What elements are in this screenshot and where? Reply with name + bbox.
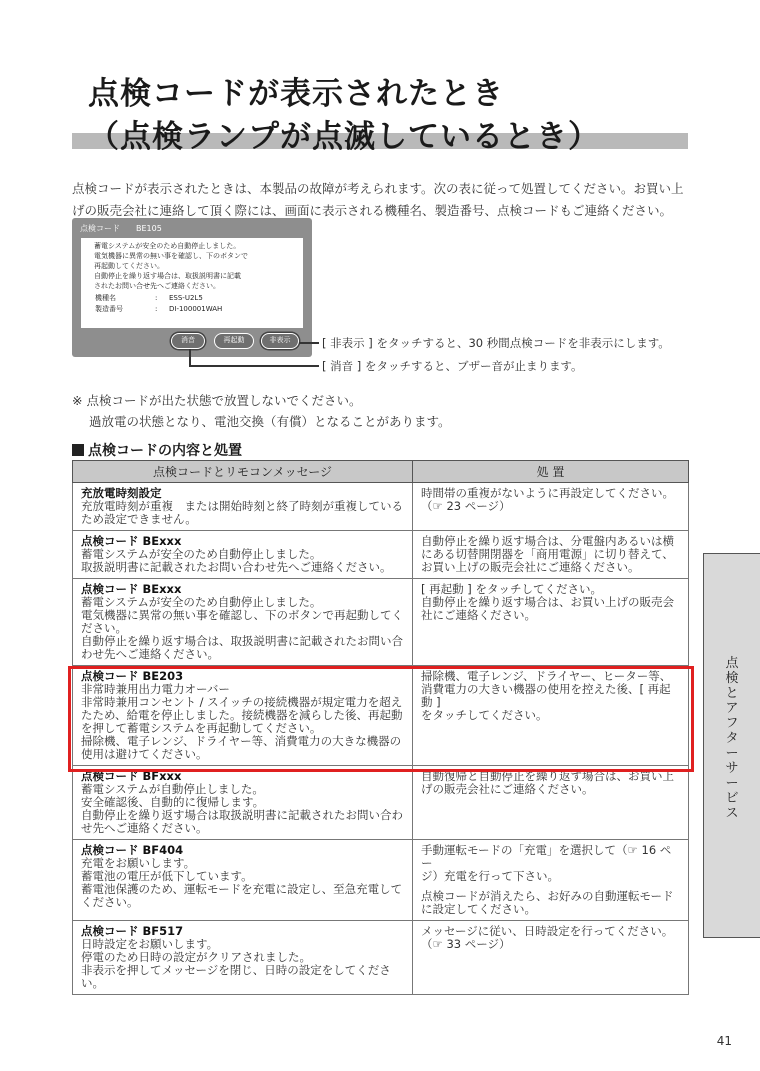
screen-message-line: 蓄電システムが安全のため自動停止しました。 [94, 242, 241, 250]
action-line: メッセージに従い、日時設定を行ってください。 [421, 924, 674, 938]
remote-screen-illustration [72, 218, 312, 357]
page-number: 41 [716, 1034, 732, 1048]
callout-hide: [ 非表示 ] をタッチすると、30 秒間点検コードを非表示にします。 [322, 336, 670, 350]
action-line: 点検コードが消えたら、お好みの自動運転モード [421, 889, 674, 903]
side-tab-label: 点検とアフターサービス [725, 656, 739, 821]
message-line: 使用は避けてください。 [81, 747, 208, 761]
code-title: 点検コード BExxx [81, 534, 182, 548]
message-line: ださい。 [81, 621, 127, 635]
callout-mute: [ 消音 ] をタッチすると、ブザー音が止まります。 [322, 359, 583, 373]
screen-code: BE105 [136, 224, 162, 233]
section-heading-text: 点検コードの内容と処置 [88, 443, 242, 459]
message-line: わせ先へご連絡ください。 [81, 647, 219, 661]
action-line: 消費電力の大きい機器の使用を控えた後、[ 再起動 ] [421, 682, 671, 709]
message-cell [73, 666, 413, 766]
message-line: 蓄電システムが自動停止しました。 [81, 782, 264, 796]
inspection-code-table [72, 460, 689, 995]
action-line: 自動復帰と自動停止を繰り返す場合は、お買い上 [421, 769, 674, 783]
message-line: 蓄電池の電圧が低下しています。 [81, 869, 253, 883]
action-line: 自動停止を繰り返す場合は、分電盤内あるいは横 [421, 534, 674, 548]
message-cell [73, 766, 413, 840]
action-cell [413, 840, 689, 921]
message-line: 蓄電池保護のため、運転モードを充電に設定し、至急充電して [81, 882, 403, 896]
message-line: を押して蓄電システムを再起動してください。 [81, 721, 322, 735]
message-cell [73, 921, 413, 995]
screen-message-line: 再起動してください。 [94, 262, 164, 270]
table-row [73, 766, 689, 840]
square-bullet-icon [72, 444, 84, 456]
intro-paragraph: 点検コードが表示されたときは、本製品の故障が考えられます。次の表に従って処置してください。お買い上げの販売会社に連絡して頂く際には、画面に表示される機種名、製造番号、点検コードもご連絡ください。 [72, 181, 684, 218]
message-cell [73, 531, 413, 579]
code-title: 点検コード BExxx [81, 582, 182, 596]
action-line: 自動停止を繰り返す場合は、お買い上げの販売会 [421, 595, 674, 609]
action-cell [413, 766, 689, 840]
action-line: お買い上げの販売会社にご連絡ください。 [421, 560, 640, 574]
message-line: 日時設定をお願いします。 [81, 937, 219, 951]
message-line: 蓄電システムが安全のため自動停止しました。 [81, 595, 322, 609]
action-line: （☞ 33 ページ） [421, 937, 511, 951]
table-row [73, 579, 689, 666]
message-line: 安全確認後、自動的に復帰します。 [81, 795, 265, 809]
action-line: [ 再起動 ] をタッチしてください。 [421, 582, 602, 596]
screen-model-row [95, 293, 203, 303]
action-cell [413, 666, 689, 766]
screen-title-label: 点検コード [80, 224, 120, 233]
action-line: 時間帯の重複がないように再設定してください。 [421, 486, 674, 500]
table-row [73, 531, 689, 579]
action-line: ジ）充電を行って下さい。 [421, 869, 559, 883]
screen-message-line: されたお問い合せ先へご連絡ください。 [94, 282, 220, 290]
message-line: ください。 [81, 895, 139, 909]
message-line: 掃除機、電子レンジ、ドライヤー等、消費電力の大きな機器の [81, 734, 402, 748]
table-row [73, 921, 689, 995]
screen-serial-row [95, 304, 222, 314]
message-line: 蓄電システムが安全のため自動停止しました。 [81, 547, 322, 561]
code-title: 充放電時刻設定 [81, 486, 162, 500]
hide-button[interactable]: 非表示 [261, 333, 299, 349]
message-line: 自動停止を繰り返す場合は、取扱説明書に記載されたお問い合 [81, 634, 403, 648]
screen-message-line: 自動停止を繰り返す場合は、取扱説明書に記載 [94, 272, 241, 280]
message-line: 充電をお願いします。 [81, 856, 196, 870]
message-line: 取扱説明書に記載されたお問い合わせ先へご連絡ください。 [81, 560, 392, 574]
action-line: げの販売会社にご連絡ください。 [421, 782, 594, 796]
table-row [73, 666, 689, 766]
action-line: に設定してください。 [421, 902, 536, 916]
message-cell [73, 483, 413, 531]
action-cell [413, 483, 689, 531]
table-header-message: 点検コードとリモコンメッセージ [73, 461, 413, 483]
message-line: 非表示を押してメッセージを閉じ、日時の設定をしてください。 [81, 963, 391, 990]
table-row [73, 840, 689, 921]
section-heading [72, 440, 242, 460]
action-line: 掃除機、電子レンジ、ドライヤー、ヒーター等、 [421, 669, 672, 683]
action-cell [413, 921, 689, 995]
screen-message-line: 電気機器に異常の無い事を確認し、下のボタンで [94, 252, 248, 260]
callout-line-mute-vertical [189, 349, 191, 366]
screen-title-bar [80, 223, 162, 234]
message-line: 電気機器に異常の無い事を確認し、下のボタンで再起動してく [81, 608, 403, 622]
action-line: 手動運転モードの「充電」を選択して（☞ 16 ペー [421, 843, 672, 870]
message-cell [73, 840, 413, 921]
screen-message-panel [81, 238, 303, 328]
message-line: 非常時兼用コンセント / スイッチの接続機器が規定電力を超え [81, 695, 403, 709]
code-title: 点検コード BE203 [81, 669, 184, 683]
code-title: 点検コード BF404 [81, 843, 184, 857]
message-line: 非常時兼用出力電力オーバー [81, 682, 230, 696]
message-line: ため設定できません。 [81, 512, 197, 526]
warning-note [72, 390, 451, 432]
action-line: 社にご連絡ください。 [421, 608, 536, 622]
serial-separator: : [155, 305, 158, 313]
mute-button[interactable]: 消音 [171, 333, 205, 349]
model-label: 機種名 [95, 294, 116, 302]
action-line: をタッチしてください。 [421, 708, 548, 722]
serial-value: DI-100001WAH [169, 305, 223, 313]
message-line: せ先へご連絡ください。 [81, 821, 208, 835]
action-line: （☞ 23 ページ） [421, 499, 511, 513]
note-line-1: ※ 点検コードが出た状態で放置しないでください。 [72, 393, 362, 408]
side-chapter-tab [703, 553, 760, 938]
message-line: 自動停止を繰り返す場合は取扱説明書に記載されたお問い合わ [81, 808, 403, 822]
table-row [73, 483, 689, 531]
action-cell [413, 579, 689, 666]
code-title: 点検コード BFxxx [81, 769, 182, 783]
message-line: たため、給電を停止しました。接続機器を減らした後、再起動 [81, 708, 403, 722]
model-value: ESS-U2L5 [169, 294, 203, 302]
table-header-action: 処 置 [413, 461, 689, 483]
message-line: 停電のため日時の設定がクリアされました。 [81, 950, 311, 964]
page-title-line-2: （点検ランプが点滅しているとき） [88, 119, 600, 155]
callout-line-hide [299, 342, 319, 344]
restart-button[interactable]: 再起動 [214, 333, 254, 349]
model-separator: : [155, 294, 158, 302]
action-line: にある切替開閉器を「商用電源」に切り替えて、 [421, 547, 674, 561]
serial-label: 製造番号 [95, 305, 123, 313]
code-title: 点検コード BF517 [81, 924, 184, 938]
callout-line-mute-horizontal [189, 365, 319, 367]
page-title-line-1: 点検コードが表示されたとき [88, 76, 504, 112]
message-line: 充放電時刻が重複 または開始時刻と終了時刻が重複している [81, 499, 403, 513]
note-line-2: 過放電の状態となり、電池交換（有償）となることがあります。 [89, 414, 451, 429]
action-cell [413, 531, 689, 579]
message-cell [73, 579, 413, 666]
